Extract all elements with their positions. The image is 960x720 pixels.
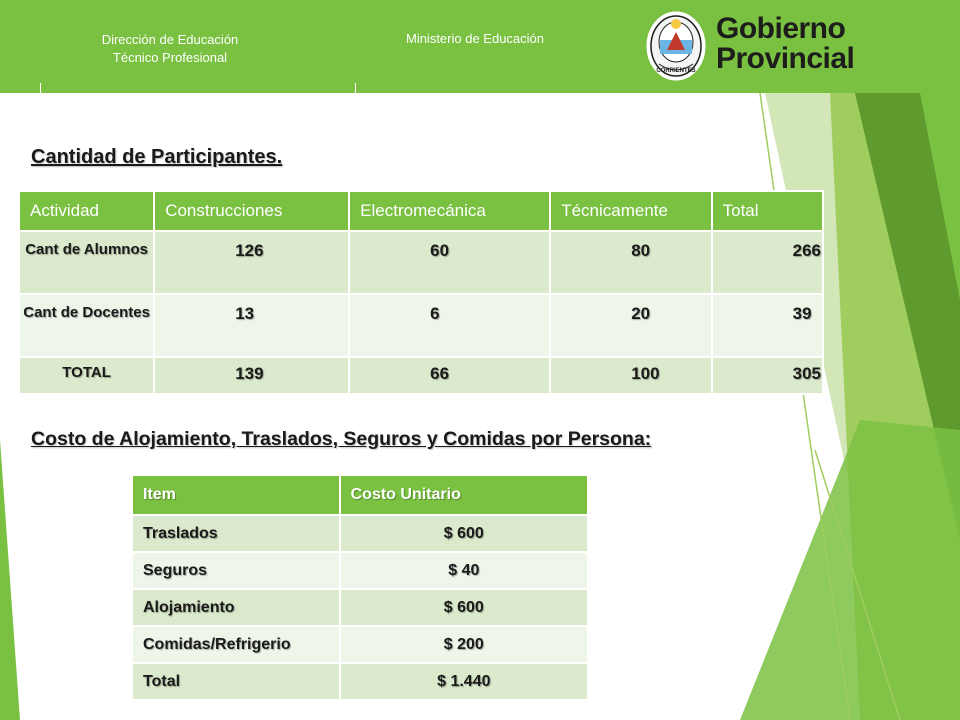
participants-table	[18, 190, 824, 395]
col-construcciones: Construcciones	[154, 191, 349, 231]
costs-heading: Costo de Alojamiento, Traslados, Seguros y Comidas por Persona:	[31, 428, 652, 450]
header-bar	[0, 0, 960, 93]
item-cost: $ 600	[340, 515, 588, 552]
cell-value: 60	[349, 231, 550, 294]
participants-header-row	[19, 191, 823, 231]
header-divider	[40, 83, 356, 93]
col-costo-unitario: Costo Unitario	[340, 475, 588, 515]
cell-value: 126	[154, 231, 349, 294]
cell-value: 6	[349, 294, 550, 357]
item-name: Traslados	[132, 515, 340, 552]
cell-value: 100	[550, 357, 711, 394]
item-cost: $ 200	[340, 626, 588, 663]
row-label: TOTAL	[19, 357, 154, 394]
item-name: Alojamiento	[132, 589, 340, 626]
table-row	[132, 626, 588, 663]
corrientes-emblem-icon	[645, 10, 707, 82]
col-actividad: Actividad	[19, 191, 154, 231]
cell-value: 13	[154, 294, 349, 357]
header-department	[40, 31, 300, 67]
cell-value: 80	[550, 231, 711, 294]
table-row	[19, 357, 823, 394]
emblem-label: CORRIENTES	[656, 68, 696, 74]
item-name: Seguros	[132, 552, 340, 589]
col-electromecanica: Electromecánica	[349, 191, 550, 231]
cell-value: 139	[154, 357, 349, 394]
participants-heading: Cantidad de Participantes.	[31, 146, 283, 168]
deco-left-wedge	[0, 440, 20, 720]
cell-value: 266	[712, 231, 823, 294]
cell-value: 305	[712, 357, 823, 394]
table-row	[132, 589, 588, 626]
cell-value: 39	[712, 294, 823, 357]
item-cost: $ 40	[340, 552, 588, 589]
table-row	[132, 663, 588, 700]
gobierno-provincial-logo	[716, 14, 854, 74]
header-ministry: Ministerio de Educación	[405, 31, 545, 46]
header-department-line1: Dirección de Educación	[101, 32, 239, 47]
col-tecnicamente: Técnicamente	[550, 191, 711, 231]
header-department-line2: Técnico Profesional	[112, 50, 228, 65]
table-row	[19, 231, 823, 294]
row-label: Cant de Docentes	[19, 294, 154, 357]
cell-value: 20	[550, 294, 711, 357]
item-name: Comidas/Refrigerio	[132, 626, 340, 663]
cell-value: 66	[349, 357, 550, 394]
costs-table	[131, 474, 589, 701]
costs-header-row	[132, 475, 588, 515]
col-item: Item	[132, 475, 340, 515]
table-row	[132, 515, 588, 552]
deco-bottom-right	[740, 420, 960, 720]
logo-line2: Provincial	[716, 42, 855, 75]
table-row	[132, 552, 588, 589]
item-cost: $ 600	[340, 589, 588, 626]
col-total: Total	[712, 191, 823, 231]
item-name: Total	[132, 663, 340, 700]
item-cost: $ 1.440	[340, 663, 588, 700]
logo-line1: Gobierno	[716, 12, 846, 45]
table-row	[19, 294, 823, 357]
row-label: Cant de Alumnos	[19, 231, 154, 294]
